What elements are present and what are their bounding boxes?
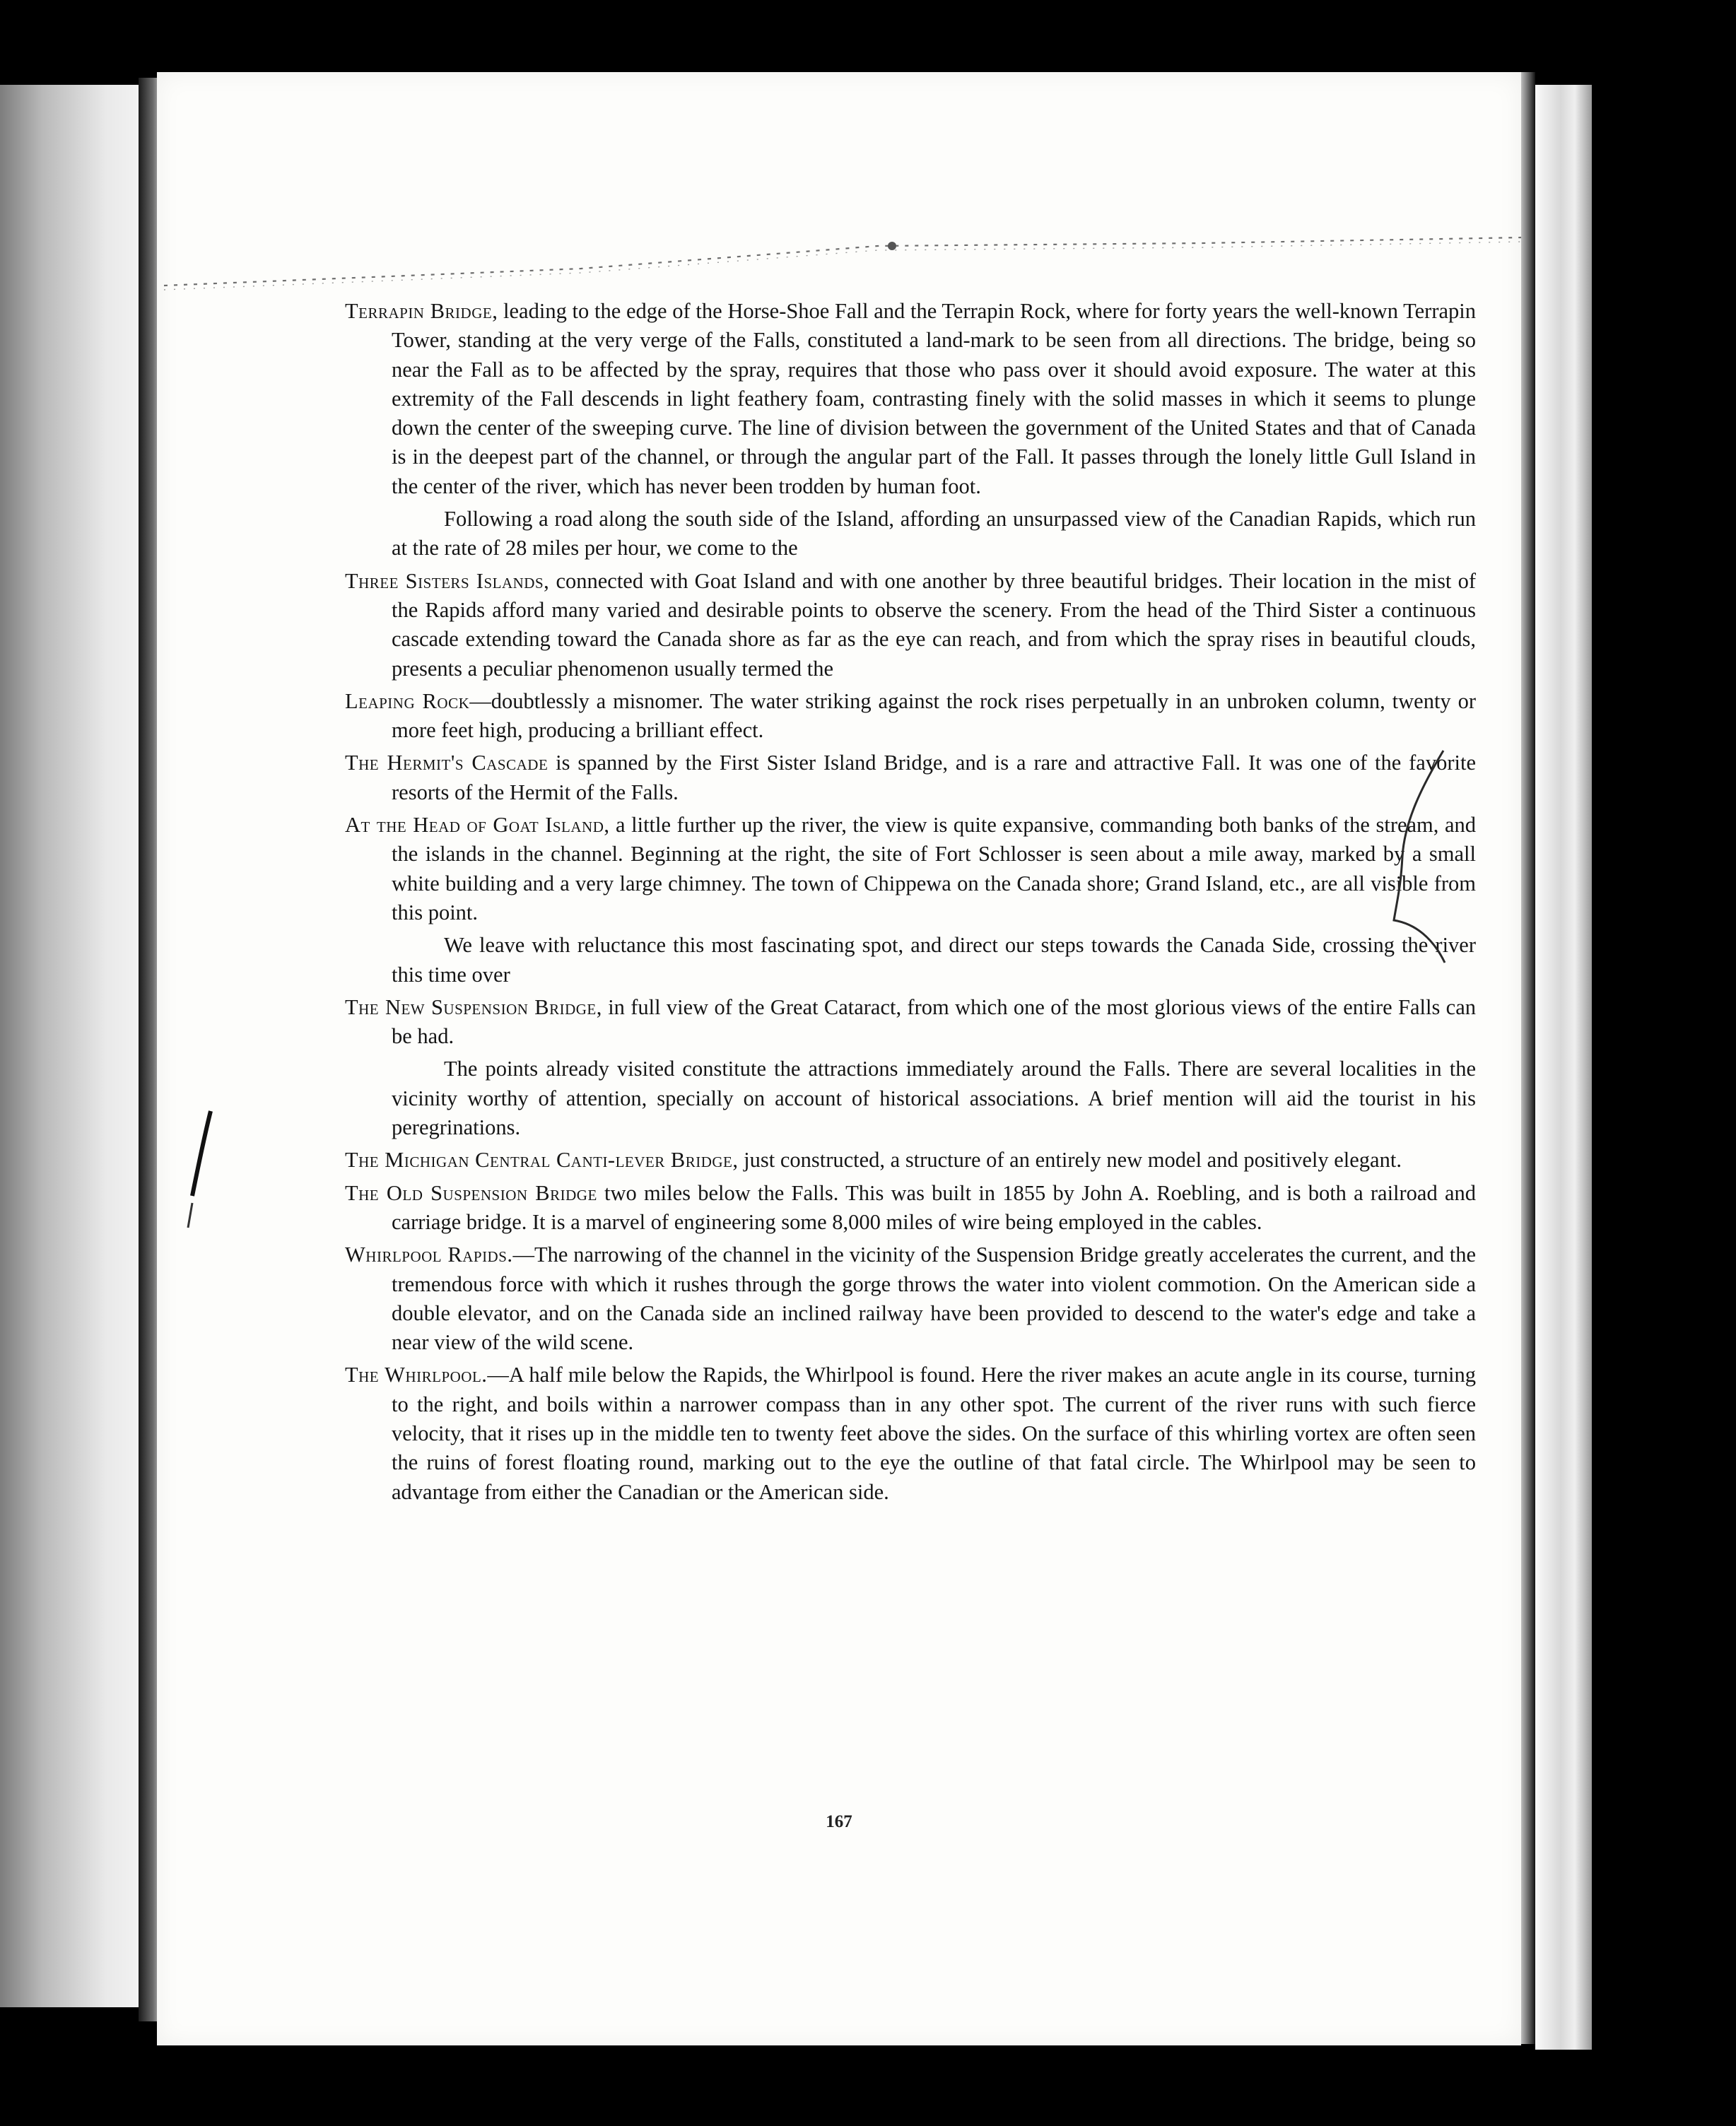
entry-heading: The Whirlpool.	[345, 1363, 488, 1387]
entry-text: two miles below the Falls. This was built in 1855 by John A. Roebling, and is both a railroad and carriage bridge. It is a marvel of engineering some 8,000 miles of wire being employed in the cables.	[392, 1180, 1476, 1234]
entry-new-suspension-bridge	[345, 993, 1476, 1052]
entry-text: is spanned by the First Sister Island Bridge, and is a rare and attractive Fall. It was one of the favorite resorts of the Hermit of the Falls.	[392, 751, 1476, 804]
entry-heading: The Michigan Central Canti-lever Bridge,	[345, 1148, 739, 1173]
paragraph-text: Following a road along the south side of the Island, affording an unsurpassed view of the Canadian Rapids, which run at the rate of 28 miles per hour, we come to the	[392, 507, 1476, 560]
entry-text: leading to the edge of the Horse-Shoe Fall and the Terrapin Rock, where for forty years the well-known Terrapin Tower, standing at the very verge of the Falls, constituted a land-mark to be seen from all directions. The bridge, being so near the Fall as to be affected by the spray, requires that those who pass over it should avoid exposure. The water at this extremity of the Fall descends in light feathery foam, contrasting finely with the solid masses in which it seems to plunge down the center of the sweeping curve. The line of division between the government of the United States and that of Canada is in the deepest part of the channel, or through the angular part of the Fall. It passes through the lonely little Gull Island in the center of the river, which has never been trodden by human foot.	[392, 299, 1476, 498]
entry-heading: Three Sisters Islands,	[345, 568, 550, 593]
entry-text: —A half mile below the Rapids, the Whirlpool is found. Here the river makes an acute angle in its course, turning to the right, and boils within a narrower compass than in any other spot. The current of the river runs with such fierce velocity, that it rises up in the middle ten to twenty feet above the sides. On the surface of this whirling vortex are often seen the ruins of forest floating round, marking out to the eye the outline of that fatal circle. The Whirlpool may be seen to advantage from either the Canadian or the American side.	[392, 1363, 1476, 1504]
entry-text: —The narrowing of the channel in the vicinity of the Suspension Bridge greatly accelerates the current, and the tremendous force with which it rushes through the gorge throws the water into violent commotion. On the American side a double elevator, and on the Canada side an inclined railway have been provided to descend to the water's edge and take a near view of the wild scene.	[392, 1243, 1476, 1355]
dotted-ornament-rule	[157, 206, 1521, 305]
entry-the-whirlpool	[345, 1361, 1476, 1506]
paragraph-text: We leave with reluctance this most fascinating spot, and direct our steps towards the Canada Side, crossing the river this time over	[392, 933, 1476, 987]
entry-text: —doubtlessly a misnomer. The water striking against the rock rises perpetually in an unbroken column, twenty or more feet high, producing a brilliant effect.	[392, 688, 1477, 743]
entry-text: just constructed, a structure of an entirely new model and positively elegant.	[738, 1148, 1402, 1173]
entry-cantilever-bridge	[345, 1146, 1476, 1175]
entry-heading: Terrapin Bridge,	[345, 299, 498, 323]
page-right-edge	[1521, 72, 1535, 2044]
entry-terrapin-bridge	[345, 297, 1476, 501]
pencil-bracket-mark	[1366, 744, 1450, 984]
entry-leaping-rock	[345, 687, 1476, 746]
facing-page-edge	[0, 85, 141, 2007]
entry-text: in full view of the Great Cataract, from which one of the most glorious views of the entire Falls can be had.	[392, 994, 1476, 1049]
entry-heading: The New Suspension Bridge,	[345, 994, 602, 1019]
entry-hermits-cascade	[345, 748, 1476, 807]
entry-heading: The Old Suspension Bridge	[345, 1180, 597, 1205]
paragraph-text: The points already visited constitute the attractions immediately around the Falls. There are several localities in the vicinity worthy of attention, specially on account of historical associations. A brief mention will aid the tourist in his peregrinations.	[392, 1057, 1476, 1140]
entry-heading: Leaping Rock	[345, 688, 470, 713]
entry-head-of-goat-island	[345, 811, 1476, 927]
entry-heading: At the Head of Goat Island,	[345, 813, 610, 838]
entry-old-suspension-bridge	[345, 1179, 1476, 1238]
entry-heading: The Hermit's Cascade	[345, 751, 549, 775]
page-body-text	[345, 297, 1476, 1510]
book-fore-edge	[1535, 85, 1592, 2050]
entry-text: a little further up the river, the view is quite expansive, commanding both banks of the stream, and the islands in the channel. Beginning at the right, the site of Fort Schlosser is seen about a mile away, marked by a small white building and a very large chimney. The town of Chippewa on the Canada shore; Grand Island, etc., are all visible from this point.	[392, 813, 1476, 924]
book-page	[157, 72, 1521, 2045]
entry-three-sisters-islands	[345, 567, 1476, 683]
paragraph-points-visited	[345, 1055, 1476, 1142]
paragraph-canadian-rapids	[345, 505, 1476, 563]
page-number: 167	[826, 1812, 852, 1831]
entry-text: connected with Goat Island and with one another by three beautiful bridges. Their location in the mist of the Rapids afford many varied and desirable points to observe the scenery. From the head of the Third Sister a continuous cascade extending toward the Canada shore as far as the eye can reach, and from which the spray rises in beautiful clouds, presents a peculiar phenomenon usually termed the	[392, 568, 1477, 681]
entry-heading: Whirlpool Rapids.	[345, 1243, 513, 1267]
pencil-margin-stroke	[182, 1104, 218, 1231]
paragraph-canada-side	[345, 931, 1476, 989]
entry-whirlpool-rapids	[345, 1240, 1476, 1357]
